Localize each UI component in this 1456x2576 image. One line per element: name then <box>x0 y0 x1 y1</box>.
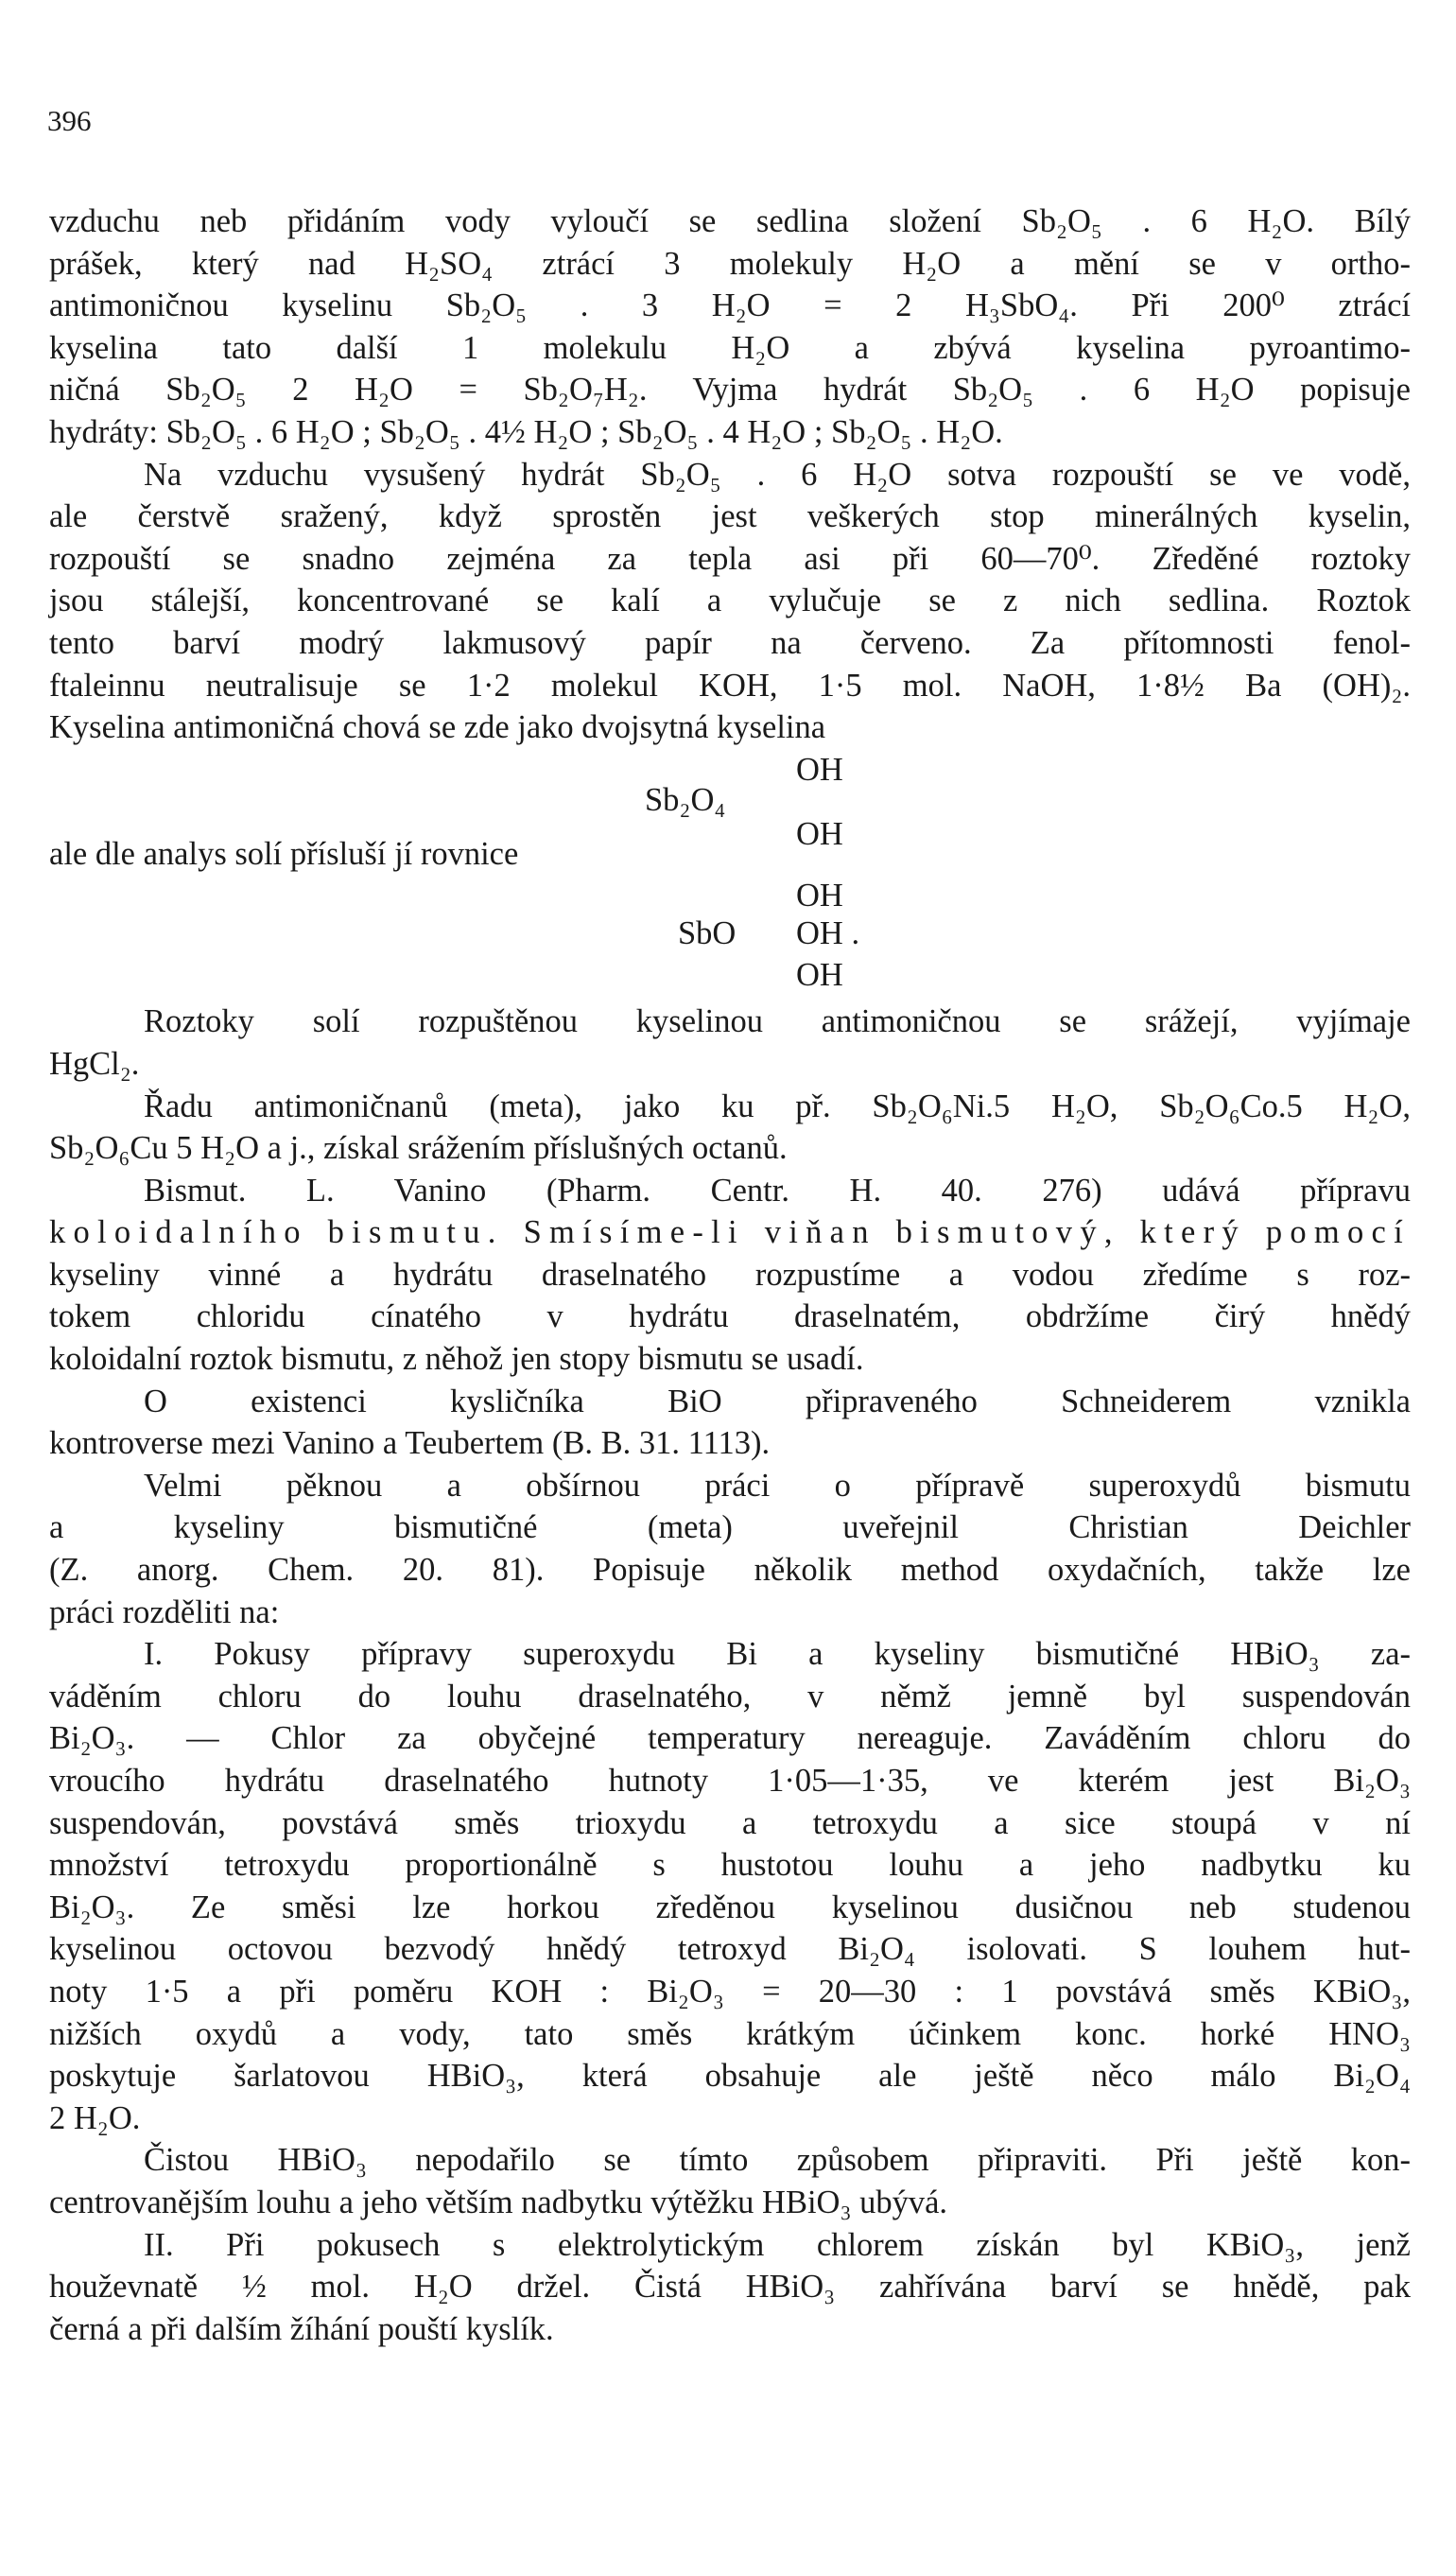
text-line: HgCl₂. <box>49 1045 140 1082</box>
formula-base: Sb₂O₄ <box>645 781 726 818</box>
text-line: jsou stálejší, koncentrované se kalí a vylučuje se z nich sedlina. Roztok <box>49 583 1411 619</box>
text-line: tokem chloridu cínatého v hydrátu draselnatém, obdržíme čirý hnědý <box>49 1298 1411 1335</box>
formula-oh-top: OH <box>796 878 843 914</box>
text-line: vroucího hydrátu draselnatého hutnoty 1·05—1·35, ve kterém jest Bi₂O₃ <box>49 1763 1411 1799</box>
text-line: ale čerstvě sražený, když sprostěn jest veškerých stop minerálných kyselin, <box>49 498 1411 535</box>
text-line: Na vzduchu vysušený hydrát Sb₂O₅ . 6 H₂O sotva rozpouští se ve vodě, <box>144 456 1411 493</box>
formula-oh-mid: OH . <box>796 915 860 952</box>
text-line: hydráty: Sb₂O₅ . 6 H₂O ; Sb₂O₅ . 4½ H₂O ; Sb₂O₅ . 4 H₂O ; Sb₂O₅ . H₂O. <box>49 413 1003 450</box>
text-line: houževnatě ½ mol. H₂O držel. Čistá HBiO₃ zahřívána barví se hnědě, pak <box>49 2269 1411 2306</box>
text-line: ale dle analys solí přísluší jí rovnice <box>49 835 519 872</box>
text-line: nižších oxydů a vody, tato směs krátkým účinkem konc. horké HNO₃ <box>49 2015 1411 2052</box>
text-line: práci rozděliti na: <box>49 1593 280 1630</box>
text-line: prášek, který nad H₂SO₄ ztrácí 3 molekuly H₂O a mění se v ortho- <box>49 245 1411 282</box>
text-line: koloidalního bismutu. Smísíme-li viňan bismutový, který pomocí <box>49 1214 1411 1251</box>
text-line: tento barví modrý lakmusový papír na červeno. Za přítomnosti fenol- <box>49 624 1411 661</box>
text-line: ftaleinnu neutralisuje se 1·2 molekul KOH, 1·5 mol. NaOH, 1·8½ Ba (OH)₂. <box>49 667 1411 704</box>
text-line: Bismut. L. Vanino (Pharm. Centr. H. 40. 276) udává přípravu <box>144 1172 1411 1209</box>
text-line: poskytuje šarlatovou HBiO₃, která obsahuje ale ještě něco málo Bi₂O₄ <box>49 2058 1411 2095</box>
formula-sb2o4-oh2 <box>49 749 1411 852</box>
text-line: antimoničnou kyselinu Sb₂O₅ . 3 H₂O = 2 H₃SbO₄. Při 200⁰ ztrácí <box>49 287 1411 324</box>
text-line: noty 1·5 a při poměru KOH : Bi₂O₃ = 20—30 : 1 povstává směs KBiO₃, <box>49 1973 1411 2010</box>
text-line: suspendován, povstává směs trioxydu a tetroxydu a sice stoupá v ní <box>49 1804 1411 1841</box>
text-line: O existenci kysličníka BiO připraveného Schneiderem vznikla <box>144 1383 1411 1419</box>
formula-base: SbO <box>678 915 737 952</box>
text-line: kontroverse mezi Vanino a Teubertem (B. B. 31. 1113). <box>49 1425 771 1462</box>
text-line: kyselinou octovou bezvodý hnědý tetroxyd Bi₂O₄ isolovati. S louhem hut- <box>49 1931 1411 1968</box>
text-line: Kyselina antimoničná chová se zde jako dvojsytná kyselina <box>49 709 826 746</box>
page-number: 396 <box>47 104 92 137</box>
formula-oh-bottom: OH <box>796 815 843 852</box>
text-line: koloidalní roztok bismutu, z něhož jen stopy bismutu se usadí. <box>49 1341 864 1378</box>
text-line: kyselina tato další 1 molekulu H₂O a zbývá kyselina pyroantimo- <box>49 329 1411 366</box>
text-line: ničná Sb₂O₅ 2 H₂O = Sb₂O₇H₂. Vyjma hydrát Sb₂O₅ . 6 H₂O popisuje <box>49 372 1411 409</box>
formula-oh-bottom: OH <box>796 957 843 994</box>
text-line: kyseliny vinné a hydrátu draselnatého rozpustíme a vodou zředíme s roz- <box>49 1256 1411 1293</box>
formula-oh-top: OH <box>796 751 843 788</box>
text-line: Čistou HBiO₃ nepodařilo se tímto způsobem připraviti. Při ještě kon- <box>144 2142 1411 2179</box>
formula-sbo-oh3 <box>49 875 1411 1001</box>
text-line: váděním chloru do louhu draselnatého, v němž jemně byl suspendován <box>49 1678 1411 1714</box>
text-line: množství tetroxydu proportionálně s hustotou louhu a jeho nadbytku ku <box>49 1847 1411 1884</box>
text-line: centrovanějším louhu a jeho větším nadbytku výtěžku HBiO₃ ubývá. <box>49 2184 948 2220</box>
text-line: II. Při pokusech s elektrolytickým chlorem získán byl KBiO₃, jenž <box>144 2226 1411 2263</box>
text-line: (Z. anorg. Chem. 20. 81). Popisuje několik method oxydačních, takže lze <box>49 1552 1411 1589</box>
text-line: Roztoky solí rozpuštěnou kyselinou antimoničnou se srážejí, vyjímaje <box>144 1003 1411 1040</box>
text-line: Sb₂O₆Cu 5 H₂O a j., získal srážením příslušných octanů. <box>49 1130 788 1167</box>
text-line: Řadu antimoničnanů (meta), jako ku př. Sb₂O₆Ni.5 H₂O, Sb₂O₆Co.5 H₂O, <box>144 1088 1411 1124</box>
text-line: černá a při dalším žíhání pouští kyslík. <box>49 2310 554 2347</box>
text-line: a kyseliny bismutičné (meta) uveřejnil Christian Deichler <box>49 1509 1411 1546</box>
page-body <box>49 200 1411 2350</box>
text-line: rozpouští se snadno zejména za tepla asi při 60—70⁰. Zředěné roztoky <box>49 540 1411 577</box>
text-line: vzduchu neb přidáním vody vyloučí se sedlina složení Sb₂O₅ . 6 H₂O. Bílý <box>49 203 1411 239</box>
text-line: 2 H₂O. <box>49 2099 141 2136</box>
text-line: Bi₂O₃. Ze směsi lze horkou zředěnou kyselinou dusičnou neb studenou <box>49 1888 1411 1925</box>
text-line: I. Pokusy přípravy superoxydu Bi a kyseliny bismutičné HBiO₃ za- <box>144 1636 1411 1673</box>
text-line: Bi₂O₃. — Chlor za obyčejné temperatury nereaguje. Zaváděním chloru do <box>49 1720 1411 1757</box>
text-line: Velmi pěknou a obšírnou práci o přípravě superoxydů bismutu <box>144 1467 1411 1504</box>
